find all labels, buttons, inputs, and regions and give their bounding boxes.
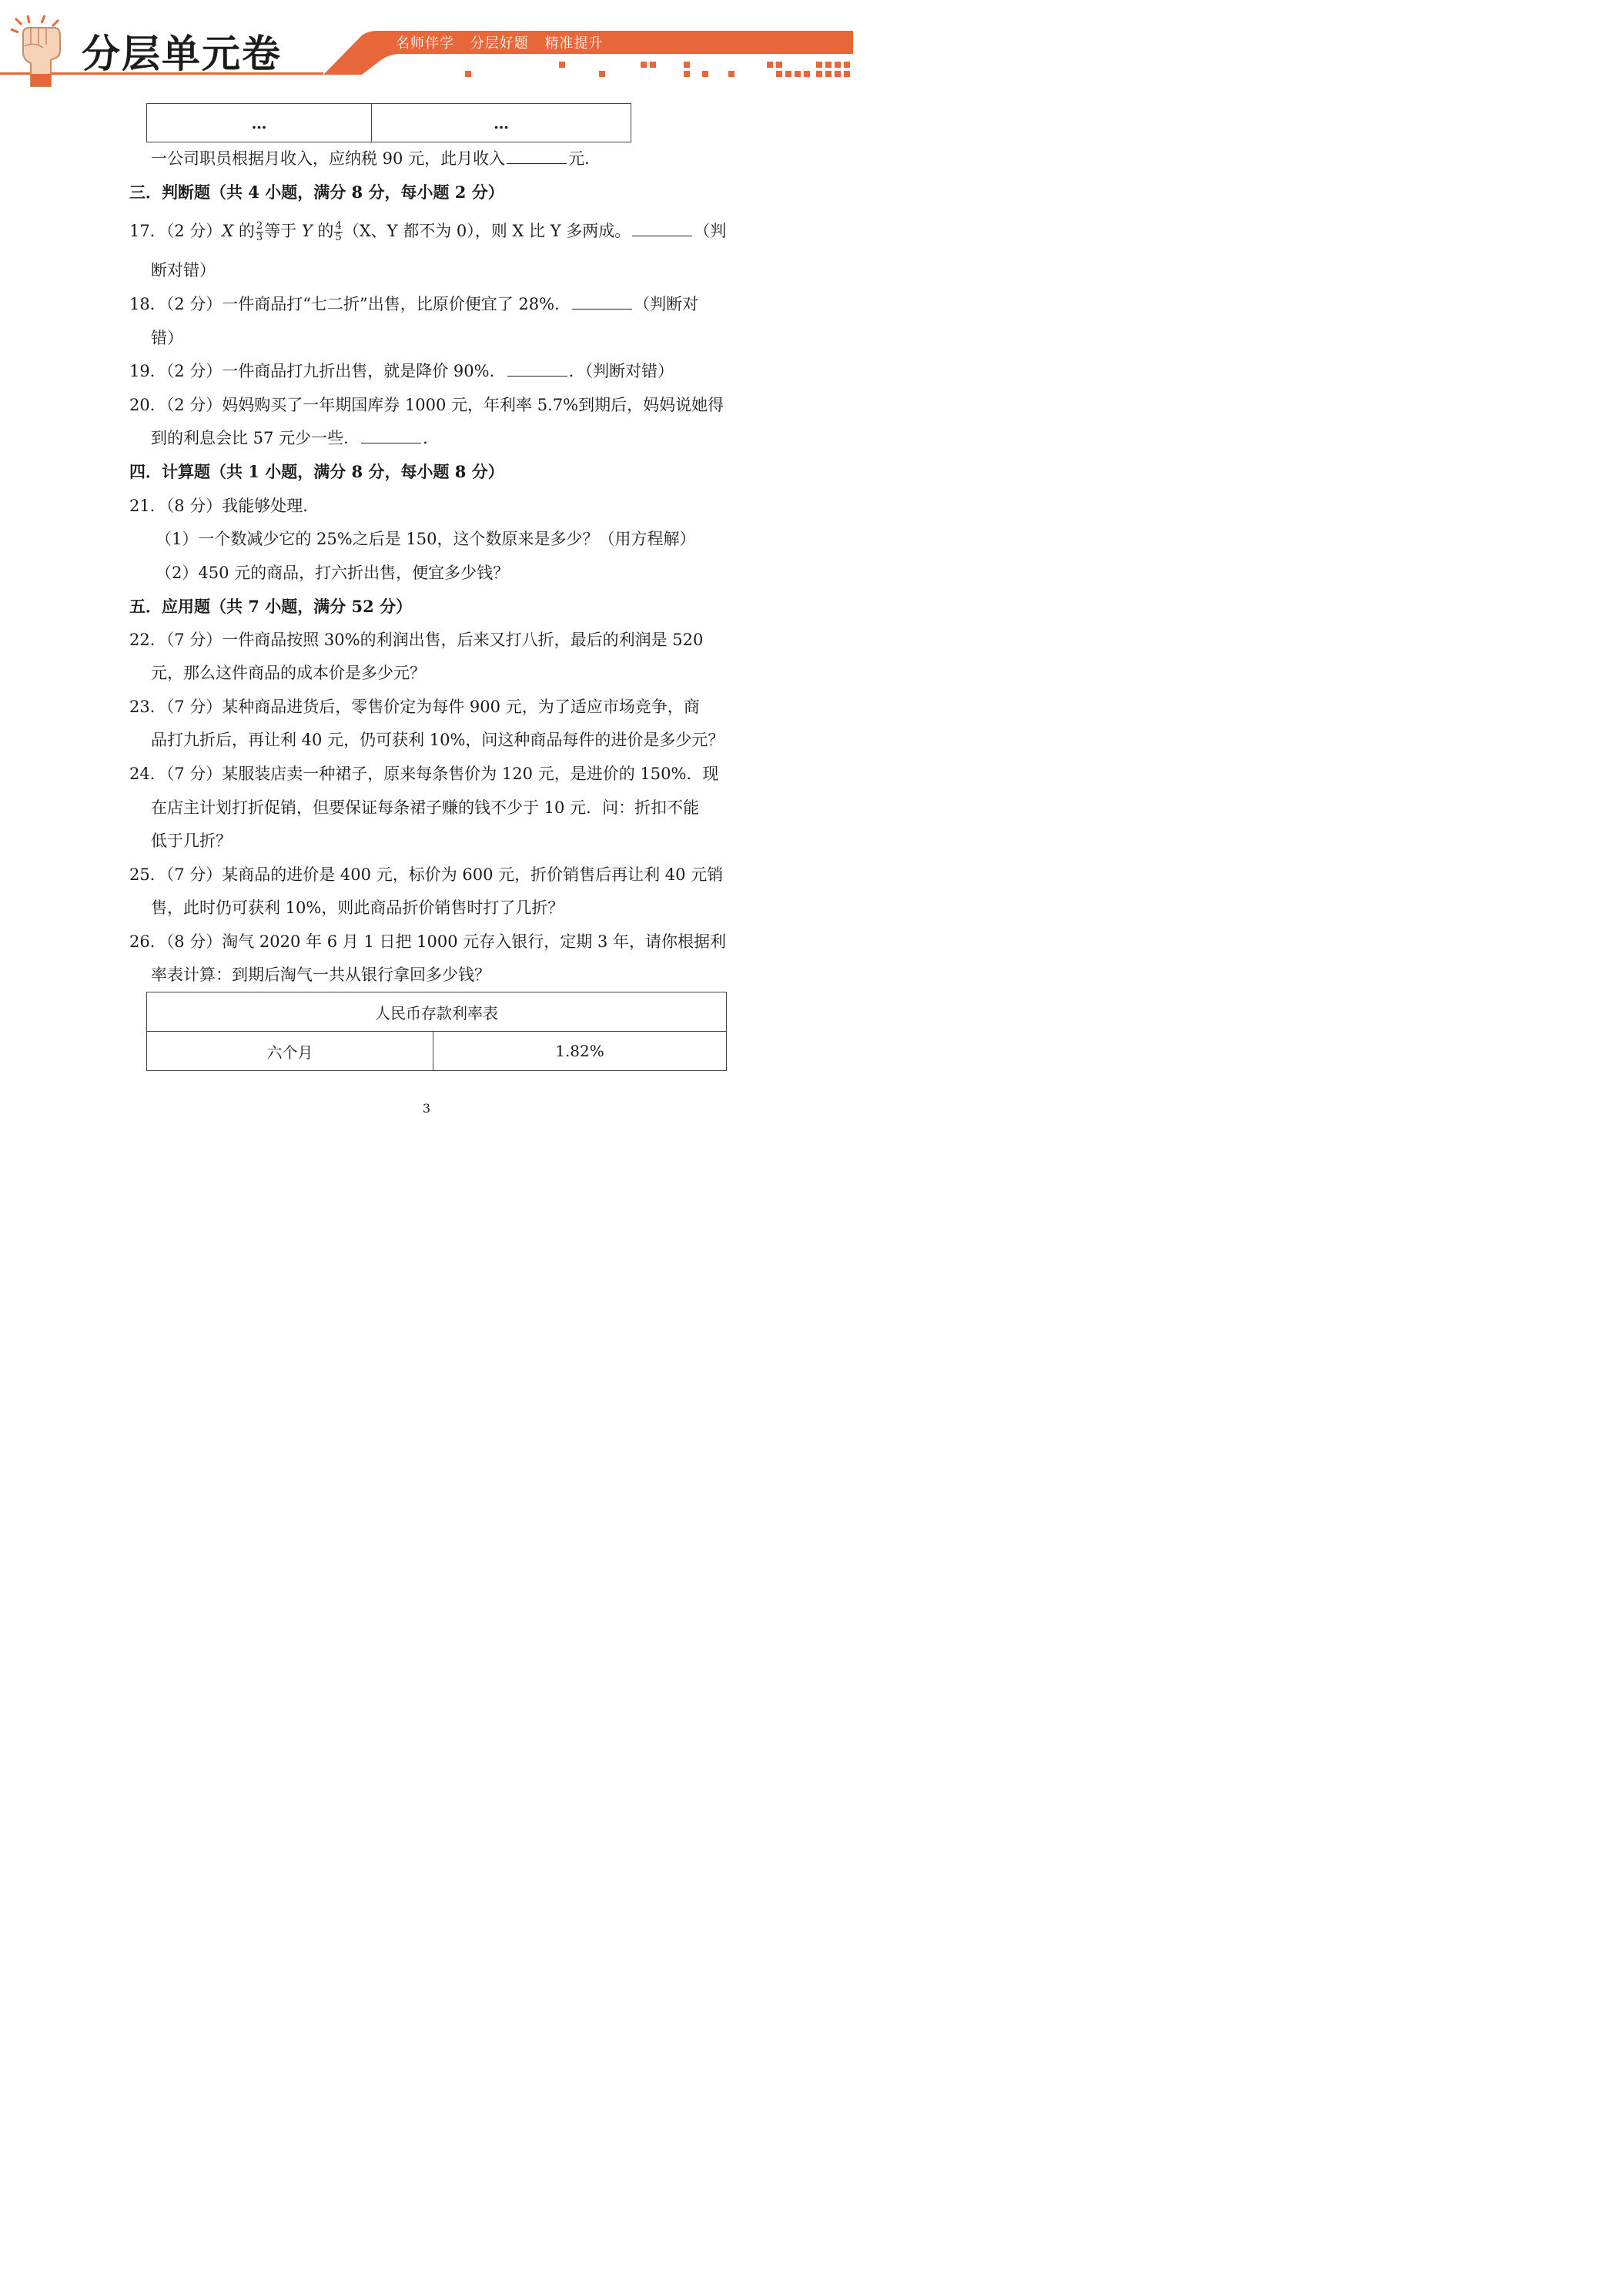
page-header bbox=[0, 0, 853, 89]
question-21: 21．（8 分）我能够处理． bbox=[129, 497, 320, 515]
question-20: 20．（2 分）妈妈购买了一年期国库券 1000 元，年利率 5.7%到期后，妈妈说她得 bbox=[129, 396, 724, 414]
question-18: 18．（2 分）一件商品打“七二折”出售，比原价便宜了 28%． （判断对 bbox=[129, 295, 699, 313]
fraction-4-5: $\frac{4}{5}$ bbox=[335, 220, 342, 243]
section-5-title: 五．应用题（共 7 小题，满分 52 分） bbox=[129, 597, 413, 616]
question-25: 25．（7 分）某商品的进价是 400 元，标价为 600 元，折价销售后再让利 40 元销 bbox=[129, 865, 724, 884]
question-17: 17．（2 分）X 的 $\frac{2}{3}$ 等于 Y 的 $\frac{4}{5}$ （X、Y 都不为 0），则 X 比 Y 多两成。 （判 bbox=[129, 220, 727, 243]
raised-fist-icon bbox=[11, 15, 60, 86]
question-22: 22．（7 分）一件商品按照 30%的利润出售，后来又打八折，最后的利润是 520 bbox=[129, 631, 704, 649]
question-23-line2: 品打九折后，再让利 40 元，仍可获利 10%，问这种商品每件的进价是多少元？ bbox=[151, 731, 724, 749]
section-4-title: 四．计算题（共 1 小题，满分 8 分，每小题 8 分） bbox=[129, 462, 504, 481]
question-26: 26．（8 分）淘气 2020 年 6 月 1 日把 1000 元存入银行，定期 3 年，请你根据利 bbox=[129, 932, 726, 951]
header-dots bbox=[465, 62, 850, 77]
question-22-line2: 元，那么这件商品的成本价是多少元？ bbox=[151, 664, 426, 682]
page-number: 3 bbox=[422, 1101, 431, 1116]
header-slogan: 名师伴学 分层好题 精准提升 bbox=[396, 35, 604, 52]
question-17-line2: 断对错） bbox=[151, 261, 216, 279]
question-25-line2: 售，此时仍可获利 10%，则此商品折价销售时打了几折？ bbox=[151, 899, 564, 917]
table-header-row bbox=[147, 992, 727, 1032]
question-19: 19．（2 分）一件商品打九折出售，就是降价 90%． ．（判断对错） bbox=[129, 362, 674, 380]
answer-blank[interactable] bbox=[572, 293, 632, 310]
table-cell: … bbox=[147, 104, 372, 142]
question-18-line2: 错） bbox=[151, 329, 183, 347]
answer-blank[interactable] bbox=[361, 427, 421, 443]
question-24: 24．（7 分）某服装店卖一种裙子，原来每条售价为 120 元，是进价的 150%．现 bbox=[129, 765, 719, 783]
answer-blank[interactable] bbox=[507, 148, 567, 164]
table-cell-term: 六个月 bbox=[147, 1032, 433, 1071]
table-row bbox=[147, 1032, 727, 1071]
question-20-line2: 到的利息会比 57 元少一些． ． bbox=[151, 429, 440, 447]
question-16-tail: 一公司职员根据月收入，应纳税 90 元，此月收入 元. bbox=[151, 149, 590, 168]
section-3-title: 三．判断题（共 4 小题，满分 8 分，每小题 2 分） bbox=[129, 182, 504, 202]
question-23: 23．（7 分）某种商品进货后，零售价定为每件 900 元，为了适应市场竞争，商 bbox=[129, 698, 700, 716]
tax-table-fragment bbox=[146, 103, 631, 142]
question-21-sub2: （2）450 元的商品，打六折出售，便宜多少钱？ bbox=[156, 564, 510, 582]
table-cell: … bbox=[372, 104, 631, 142]
question-21-sub1: （1）一个数减少它的 25%之后是 150，这个数原来是多少？（用方程解） bbox=[156, 530, 696, 548]
answer-blank[interactable] bbox=[507, 360, 567, 377]
question-26-line2: 率表计算：到期后淘气一共从银行拿回多少钱？ bbox=[151, 966, 490, 984]
fraction-2-3: $\frac{2}{3}$ bbox=[256, 220, 263, 243]
deposit-rate-table bbox=[146, 992, 727, 1071]
header-title: 分层单元卷 bbox=[82, 32, 282, 76]
answer-blank[interactable] bbox=[632, 220, 692, 236]
table-cell-rate: 1.82% bbox=[433, 1032, 727, 1071]
question-24-line2: 在店主计划打折促销，但要保证每条裙子赚的钱不少于 10 元．问：折扣不能 bbox=[151, 798, 700, 817]
table-title: 人民币存款利率表 bbox=[147, 992, 727, 1032]
table-row bbox=[147, 104, 631, 142]
question-24-line3: 低于几折？ bbox=[151, 832, 232, 850]
